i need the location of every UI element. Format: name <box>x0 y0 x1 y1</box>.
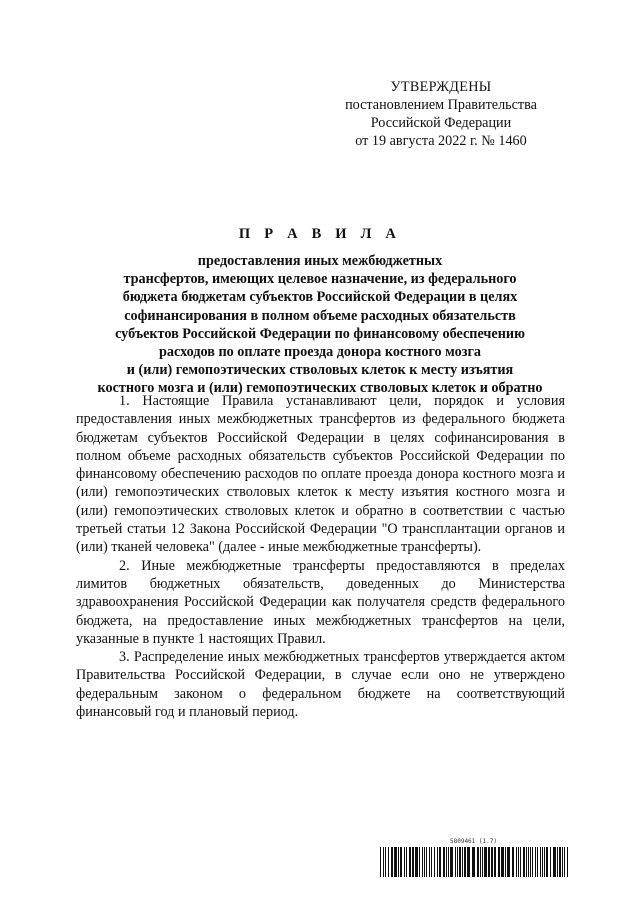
barcode-icon <box>380 847 570 877</box>
document-subtitle <box>70 252 570 398</box>
subtitle-line: субъектов Российской Федерации по финансовому обеспечению <box>115 325 525 342</box>
approval-block <box>336 78 546 150</box>
approval-line-3: от 19 августа 2022 г. № 1460 <box>355 133 527 149</box>
paragraph-3: 3. Распределение иных межбюджетных трансфертов утверждается актом Правительства Российской Федерации, в случае если оно не утверждено федеральным законом о федеральном бюджете на соответствующий финансовый год и плановый период. <box>76 649 565 721</box>
subtitle-line: предоставления иных межбюджетных <box>197 253 443 269</box>
approval-line-1: постановлением Правительства <box>345 97 537 113</box>
barcode-label: 5809461 (1.7) <box>450 838 497 845</box>
subtitle-line: софинансирования в полном объеме расходных обязательств <box>124 307 516 324</box>
subtitle-line: и (или) гемопоэтических стволовых клеток к месту изъятия <box>126 362 514 379</box>
subtitle-line: бюджета бюджетам субъектов Российской Федерации в целях <box>122 289 518 306</box>
document-title: П Р А В И Л А <box>238 226 402 242</box>
approval-line-2: Российской Федерации <box>370 115 512 131</box>
barcode-block <box>380 838 570 880</box>
paragraph-2: 2. Иные межбюджетные трансферты предоставляются в пределах лимитов бюджетных обязательств, доведенных до Министерства здравоохранения Российской Федерации как получателя средств федерального бюджета, на предоставление иных межбюджетных трансфертов на цели, указанные в пункте 1 настоящих Правил. <box>76 557 565 647</box>
subtitle-line: костного мозга и (или) гемопоэтических стволовых клеток и обратно <box>97 380 543 397</box>
approval-heading: УТВЕРЖДЕНЫ <box>390 79 492 95</box>
paragraph-1: 1. Настоящие Правила устанавливают цели, порядок и условия предоставления иных межбюджетных трансфертов из федерального бюджета бюджетам субъектов Российской Федерации в целях софинансирования в полном объеме расходных обязательств субъектов Российской Федерации по финансовому обеспечению расходов по оплате проезда донора костного мозга и (или) гемопоэтических стволовых клеток к месту изъятия костного мозга и (или) гемопоэтических стволовых клеток и обратно в соответствии с частью третьей статьи 12 Закона Российской Федерации "О трансплантации органов и (или) тканей человека" (далее - иные межбюджетные трансферты). <box>76 393 565 556</box>
subtitle-line: расходов по оплате проезда донора костного мозга <box>159 344 481 361</box>
subtitle-line: трансфертов, имеющих целевое назначение, из федерального <box>123 271 517 288</box>
document-body <box>76 392 565 721</box>
